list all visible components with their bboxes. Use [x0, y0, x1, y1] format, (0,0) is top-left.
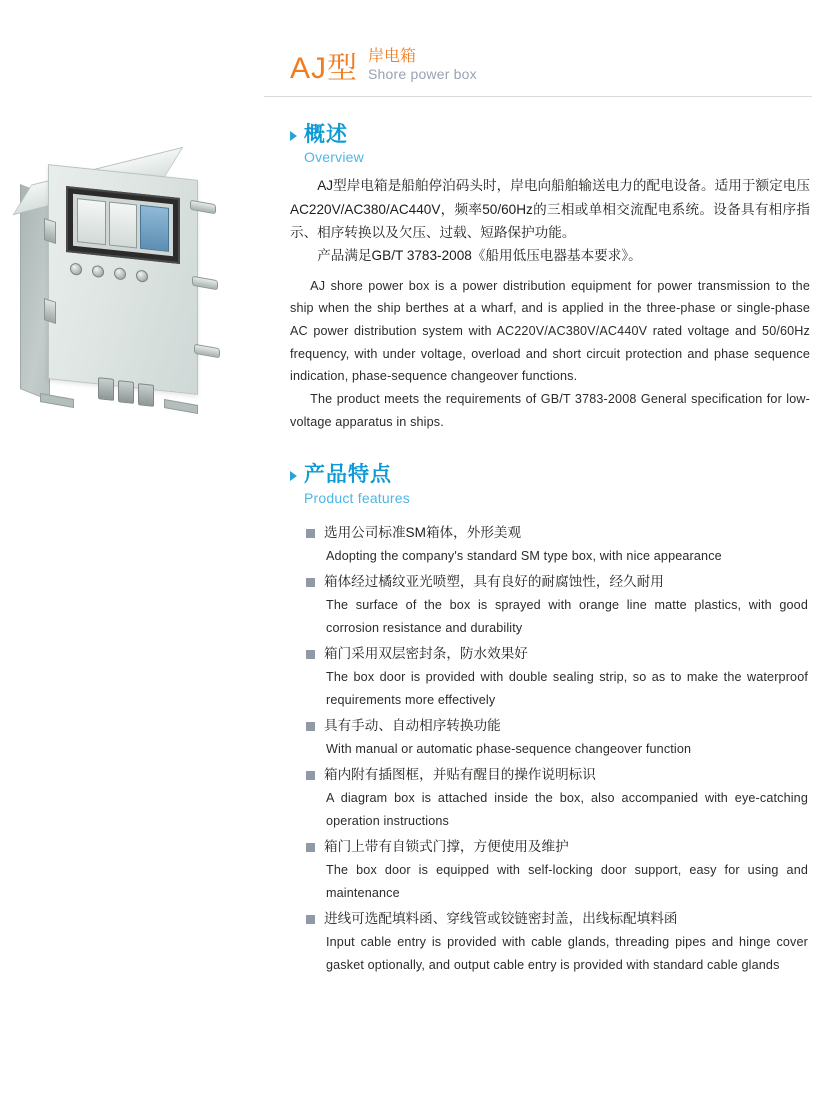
list-item	[304, 763, 816, 833]
product-photo-illustration	[14, 150, 244, 440]
meter-icon	[109, 201, 138, 248]
feature-text-cn: 箱门采用双层密封条，防水效果好	[324, 645, 528, 661]
model-name: AJ型	[290, 52, 359, 86]
knob-icon	[70, 263, 82, 276]
overview-heading	[290, 123, 816, 168]
content-column	[258, 0, 830, 1118]
square-bullet-icon	[306, 650, 315, 659]
feature-text-cn: 进线可选配填料函、穿线管或铰链密封盖，出线标配填料函	[324, 910, 678, 926]
section-overview	[264, 123, 816, 433]
triangle-bullet-icon	[290, 131, 297, 141]
feature-text-cn: 选用公司标准SM箱体，外形美观	[324, 524, 522, 540]
list-item	[304, 907, 816, 977]
list-item	[304, 521, 816, 568]
overview-paragraph-en-2: The product meets the requirements of GB/T 3783-2008 General specification for low-voltage apparatus in ships.	[290, 392, 810, 429]
cable-gland-icon	[138, 383, 154, 407]
square-bullet-icon	[306, 843, 315, 852]
feature-text-en: The box door is equipped with self-locking door support, easy for using and maintenance	[326, 862, 808, 900]
square-bullet-icon	[306, 771, 315, 780]
overview-paragraph-cn-2: 产品满足GB/T 3783-2008《船用低压电器基本要求》。	[317, 248, 642, 264]
feature-text-cn: 箱内附有插图框，并贴有醒目的操作说明标识	[324, 766, 596, 782]
list-item	[304, 570, 816, 640]
title-row	[290, 48, 812, 84]
product-name-en: Shore power box	[368, 66, 477, 83]
knob-icon	[92, 265, 104, 278]
cable-gland-icon	[98, 377, 114, 401]
feature-text-en: The surface of the box is sprayed with orange line matte plastics, with good corrosion resistance and durability	[326, 597, 808, 635]
hinge-icon	[44, 218, 56, 244]
instrument-window	[66, 186, 180, 264]
product-photo	[14, 150, 244, 440]
feature-text-en: With manual or automatic phase-sequence changeover function	[326, 741, 692, 756]
feature-text-en: A diagram box is attached inside the box, also accompanied with eye-catching operation instructions	[326, 790, 808, 828]
feature-text-cn: 箱体经过橘纹亚光喷塑，具有良好的耐腐蚀性，经久耐用	[324, 573, 664, 589]
section-features	[264, 463, 816, 976]
overview-heading-en: Overview	[304, 149, 364, 166]
cable-gland-icon	[118, 380, 134, 404]
feature-text-en: Input cable entry is provided with cable glands, threading pipes and hinge cover gasket optionally, and output cable entry is provided with standard cable glands	[326, 934, 808, 972]
triangle-bullet-icon	[290, 471, 297, 481]
features-list	[290, 521, 816, 977]
feature-text-en: Adopting the company's standard SM type box, with nice appearance	[326, 548, 722, 563]
square-bullet-icon	[306, 529, 315, 538]
square-bullet-icon	[306, 578, 315, 587]
features-heading-en: Product features	[304, 489, 410, 506]
feature-text-en: The box door is provided with double sealing strip, so as to make the waterproof requirements more effectively	[326, 669, 808, 707]
overview-paragraph-en-1: AJ shore power box is a power distribution equipment for power transmission to the ship when the ship berthes at a wharf, and is applied in the three-phase or single-phase AC power distribution system with AC220V/AC380V/AC440V rated voltage and 50/60Hz frequency, with under voltage, overload and short circuit protection and phase sequence indication, phase-sequence changeover functions.	[290, 278, 810, 384]
product-name-cn: 岸电箱	[368, 48, 417, 65]
product-image-column	[0, 0, 258, 1118]
features-heading	[290, 463, 816, 508]
product-name-group	[368, 48, 477, 84]
box-side-panel	[20, 184, 50, 401]
knob-icon	[114, 267, 126, 280]
instrument-panel	[73, 194, 173, 257]
page-title	[264, 42, 812, 97]
list-item	[304, 714, 816, 761]
list-item	[304, 642, 816, 712]
meter-icon	[140, 205, 169, 252]
features-heading-cn: 产品特点	[304, 463, 392, 487]
overview-heading-cn: 概述	[304, 123, 348, 147]
overview-paragraph-cn-1: AJ型岸电箱是船舶停泊码头时，岸电向船舶输送电力的配电设备。适用于额定电压AC220V/AC380/AC440V，频率50/60Hz的三相或单相交流配电系统。设备具有相序指示、相序转换以及欠压、过载、短路保护功能。	[290, 178, 810, 241]
square-bullet-icon	[306, 915, 315, 924]
list-item	[304, 835, 816, 905]
square-bullet-icon	[306, 722, 315, 731]
knob-icon	[136, 269, 148, 282]
mounting-foot	[164, 399, 198, 414]
meter-icon	[77, 198, 106, 245]
feature-text-cn: 具有手动、自动相序转换功能	[324, 717, 501, 733]
mounting-foot	[40, 393, 74, 408]
hinge-icon	[44, 298, 56, 324]
feature-text-cn: 箱门上带有自锁式门撑，方便使用及维护	[324, 838, 569, 854]
